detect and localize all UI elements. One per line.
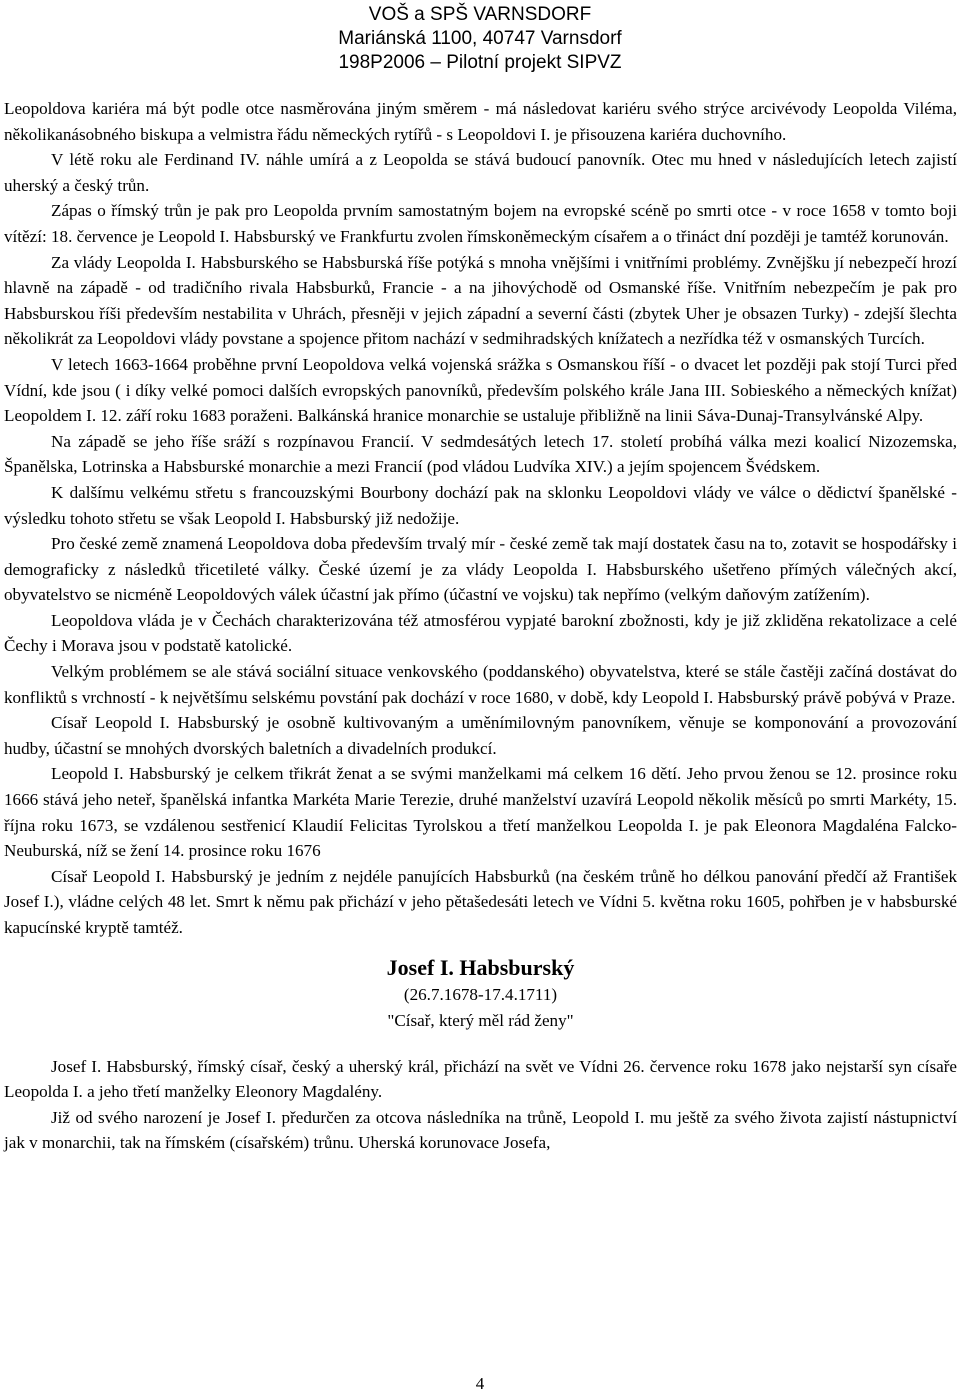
paragraph: Již od svého narození je Josef I. předurčen za otcova následníka na trůně, Leopold I. mu ještě za svého života zajistí nástupnictví jak v monarchii, tak na římském (císařském) trůnu. Uherská korunovace Josefa, — [4, 1107, 957, 1153]
paragraph: Pro české země znamená Leopoldova doba především trvalý mír - české země tak mají dostatek času na to, zotavit se hospodářsky i demograficky z následků třicetileté války. České území je za vlády Leopolda I. Habsburského ušetřeno přímých válečných akcí, obyvatelstvo se nicméně Leopoldových válek účastní jak přímo (účastní ve vojsku) tak nepřímo (velkým daňovým zatížením). — [4, 534, 957, 605]
section-title: Josef I. Habsburský — [386, 954, 575, 980]
paragraph: Josef I. Habsburský, římský císař, český a uherský král, přichází na svět ve Vídni 26. července roku 1678 jako nejstarší syn císaře Leopolda I. a jeho třetí manželky Eleonory Magdalény. — [4, 1056, 957, 1102]
paragraph: Císař Leopold I. Habsburský je osobně kultivovaným a uměnímilovným panovníkem, věnuje se komponování a provozování hudby, účastní se mnohých dvorských baletních a divadelních produkcí. — [4, 713, 957, 758]
section-dates: (26.7.1678-17.4.1711) — [403, 984, 558, 1004]
paragraph: Na západě se jeho říše sráží s rozpínavou Francií. V sedmdesátých letech 17. století probíhá válka mezi koalicí Nizozemska, Španělska, Lotrinska a Habsburské monarchie a mezi Francií (pod vládou Ludvíka XIV.) a jejím spojencem Švédskem. — [4, 431, 957, 477]
school-address: Mariánská 1100, 40747 Varnsdorf — [338, 28, 622, 49]
body-text — [4, 96, 957, 1156]
paragraph: K dalšímu velkému střetu s francouzskými Bourbony dochází pak na sklonku Leopoldovi vlády ve válce o dědictví španělské - výsledku tohoto střetu se však Leopold I. Habsburský již nedožije. — [4, 482, 957, 528]
school-name: VOŠ a SPŠ VARNSDORF — [368, 4, 592, 25]
paragraph: Velkým problémem se ale stává sociální situace venkovského (poddanského) obyvatelstva, které se stále častěji začíná dostávat do konfliktů s vrchností - k největšímu selskému povstání pak dochází v roce 1680, v době, kdy Leopold I. Habsburský právě pobývá v Praze. — [4, 662, 957, 707]
page-number: 4 — [475, 1374, 485, 1393]
paragraph: Za vlády Leopolda I. Habsburského se Habsburská říše potýká s mnoha vnějšími i vnitřními problémy. Zvnějšku jí nebezpečí hrozí hlavně na západě - od tradičního rivala Habsburků, Francie - a na jihovýchodě od Osmanské říše. Vnitřním nebezpečím je pak pro Habsburskou říši především nestabilita v Uhrách, přesněji v jejich západní a severní části (zbytek Uher je obsazen Turky) - zdejší šlechta několikrát za Leopoldovi vlády povstane a spojence přitom nachází v sedmihradských knížatech a nezřídka též v osmanských Turcích. — [4, 252, 957, 349]
paragraph: Leopoldova kariéra má být podle otce nasměrována jiným směrem - má následovat kariéru svého strýce arcivévody Leopolda Viléma, několikanásobného biskupa a velmistra řádu německých rytířů - s Leopoldovi I. je přisouzena kariéra duchovního. — [4, 99, 957, 144]
paragraph: Leopoldova vláda je v Čechách charakterizována též atmosférou vypjaté barokní zbožnosti, kdy je již zkliděna rekatolizace a celé Čechy i Morava jsou v podstatě katolické. — [4, 610, 957, 656]
section-nickname: "Císař, který měl rád ženy" — [387, 1010, 574, 1030]
paragraph: Leopold I. Habsburský je celkem třikrát ženat a se svými manželkami má celkem 16 dětí. Jeho prvou ženou se 12. prosince roku 1666 stává jeho neteř, španělská infantka Markéta Marie Terezie, druhé manželství uzavírá Leopold několik měsíců po smrti Markéty, 15. října roku 1673, se vzdálenou sestřenicí Klaudií Felicitas Tyrolskou a třetí manželkou Leopolda I. je pak Eleonora Magdaléna Falcko-Neuburská, níž se žení 14. prosince roku 1676 — [4, 764, 957, 861]
project-name: 198P2006 – Pilotní projekt SIPVZ — [338, 52, 622, 73]
page-header — [0, 0, 960, 75]
section-title-block — [4, 954, 957, 1034]
paragraph: V létě roku ale Ferdinand IV. náhle umírá a z Leopolda se stává budoucí panovník. Otec mu hned v následujících letech zajistí uherský a český trůn. — [4, 150, 957, 195]
paragraph: Zápas o římský trůn je pak pro Leopolda prvním samostatným bojem na evropské scéně po smrti otce - v roce 1658 v tomto boji vítězí: 18. července je Leopold I. Habsburský ve Frankfurtu zvolen římskoněmeckým císařem a o třináct dní později je tamtéž korunován. — [4, 201, 957, 246]
paragraph: V letech 1663-1664 proběhne první Leopoldova velká vojenská srážka s Osmanskou říší - o dvacet let později pak stojí Turci před Vídní, kde jsou ( i díky velké pomoci dalších evropských panovníků, především polského krále Jana III. Sobieského a německých knížat) Leopoldem I. 12. září roku 1683 poraženi. Balkánská hranice monarchie se ustaluje přibližně na linii Sáva-Dunaj-Transylvánské Alpy. — [4, 354, 957, 426]
paragraph: Císař Leopold I. Habsburský je jedním z nejdéle panujících Habsburků (na českém trůně ho délkou panování předčí až František Josef I.), vládne celých 48 let. Smrt k němu pak přichází v jeho pětašedesáti letech ve Vídni 5. května roku 1605, pohřben je v habsburské kapucínské kryptě tamtéž. — [4, 866, 957, 937]
